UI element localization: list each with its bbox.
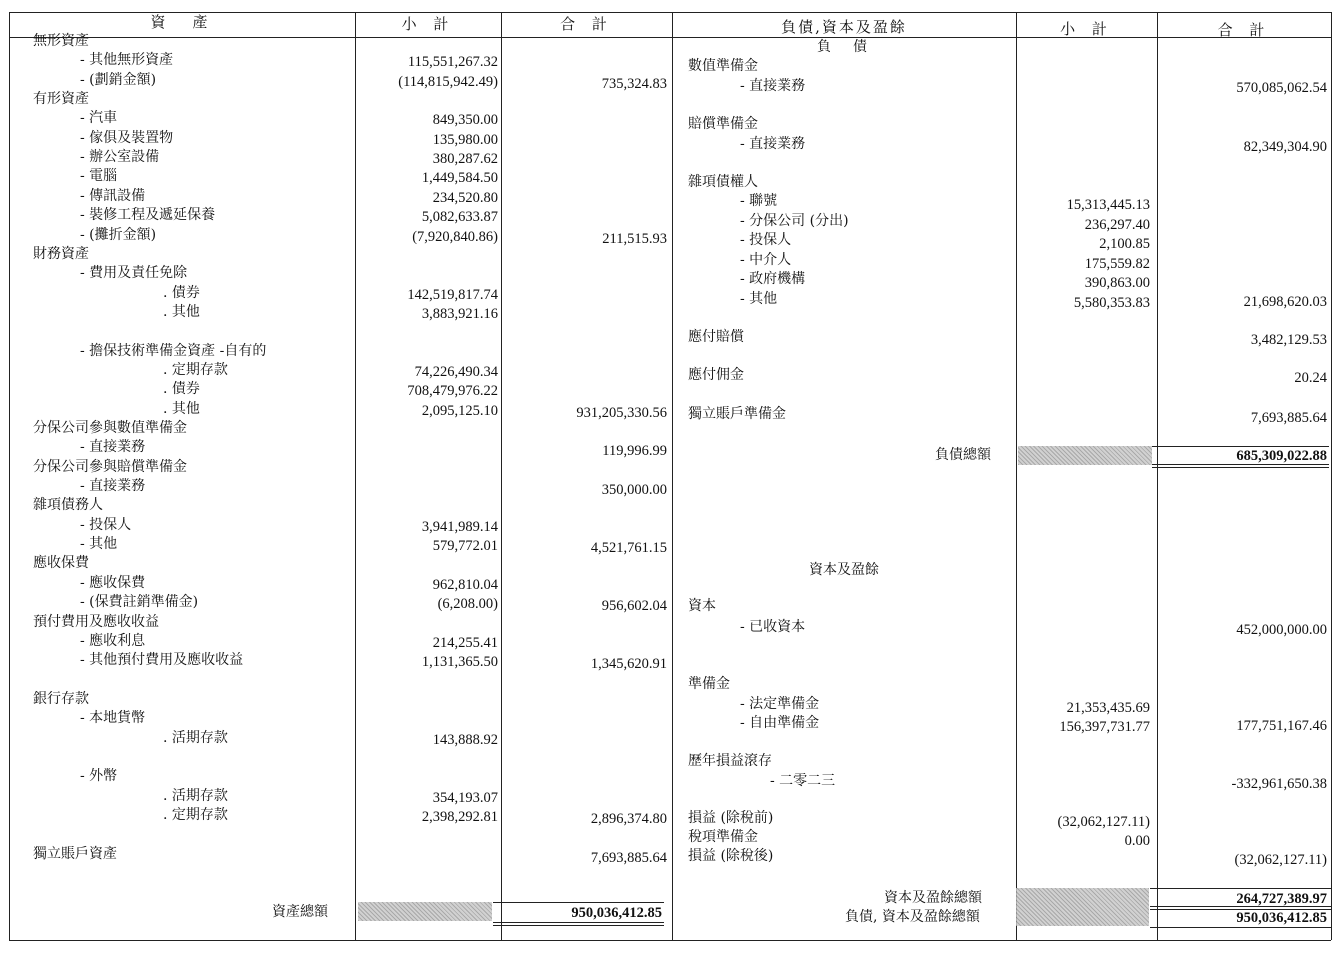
asset-row-subtotal: 2,398,292.81 — [421, 809, 498, 825]
asset-row-subtotal: (7,920,840.86) — [412, 229, 498, 245]
capital-row-total: (32,062,127.11) — [1234, 852, 1327, 868]
asset-row-label: - 汽車 — [80, 110, 118, 126]
capital-row-subtotal: 156,397,731.77 — [1059, 719, 1150, 735]
grand-total-value: 950,036,412.85 — [1236, 910, 1327, 926]
capital-row-label: 損益 (除稅前) — [688, 810, 774, 826]
asset-row-label: 銀行存款 — [33, 691, 89, 707]
asset-row-subtotal: 380,287.62 — [432, 151, 498, 167]
capital-row-label: - 自由準備金 — [740, 715, 820, 731]
asset-row-label: 獨立賬戶資產 — [33, 846, 117, 862]
asset-row-subtotal: 74,226,490.34 — [414, 364, 498, 380]
asset-row-label: - (攤折金額) — [80, 227, 157, 243]
asset-row-subtotal: 579,772.01 — [432, 538, 498, 554]
asset-row-label: . 債券 — [163, 381, 200, 397]
asset-row-label: - 應收保費 — [80, 575, 146, 591]
asset-row-label: - (保費註銷準備金) — [80, 594, 199, 610]
liability-row-label: 應付佣金 — [688, 367, 744, 383]
liab-total-label: 負債總額 — [935, 447, 991, 463]
capital-total-rule-top — [1150, 888, 1331, 889]
col-rule-asset-tot — [501, 12, 502, 940]
liability-row-subtotal: 5,580,353.83 — [1073, 295, 1150, 311]
asset-row-label: 雜項債務人 — [33, 497, 103, 513]
header-asset-subtotal: 小 計 — [401, 15, 455, 33]
asset-row-label: - 直接業務 — [80, 439, 146, 455]
liability-row-label: 賠償準備金 — [688, 116, 758, 132]
asset-row-label: - 其他無形資產 — [80, 52, 174, 68]
header-asset-total: 合 計 — [560, 15, 613, 33]
liabilities-section-title: 負 債 — [817, 39, 871, 55]
asset-row-label: 應收保費 — [33, 555, 89, 571]
asset-row-label: 有形資產 — [33, 91, 89, 107]
asset-row-label: . 其他 — [163, 401, 200, 417]
liability-row-label: 應付賠償 — [688, 329, 744, 345]
liability-row-total: 570,085,062.54 — [1236, 80, 1327, 96]
asset-row-subtotal: 1,131,365.50 — [421, 654, 498, 670]
asset-row-label: 分保公司參與賠償準備金 — [33, 459, 187, 475]
liability-row-subtotal: 236,297.40 — [1084, 217, 1150, 233]
liability-row-label: - 中介人 — [740, 252, 792, 268]
liability-row-subtotal: 175,559.82 — [1084, 256, 1150, 272]
asset-total-rule-mid — [493, 922, 664, 923]
asset-total-rule-top — [493, 902, 664, 903]
col-rule-right — [1331, 12, 1332, 940]
asset-row-total: 956,602.04 — [601, 598, 667, 614]
asset-row-label: - 應收利息 — [80, 633, 146, 649]
capital-row-label: 損益 (除稅後) — [688, 848, 774, 864]
capital-row-total: -332,961,650.38 — [1231, 776, 1327, 792]
asset-row-subtotal: 1,449,584.50 — [421, 170, 498, 186]
asset-total-rule-bottom — [493, 925, 664, 926]
asset-row-total: 931,205,330.56 — [576, 405, 667, 421]
capital-row-label: 資本 — [688, 598, 716, 614]
asset-row-label: . 活期存款 — [163, 788, 228, 804]
asset-row-label: 財務資產 — [33, 246, 89, 262]
asset-row-subtotal: (114,815,942.49) — [398, 74, 498, 90]
asset-row-total: 211,515.93 — [602, 231, 667, 247]
liab-total-shade — [1018, 446, 1152, 465]
asset-row-subtotal: 962,810.04 — [432, 577, 498, 593]
liability-row-total: 20.24 — [1294, 370, 1327, 386]
liability-row-label: - 分保公司 (分出) — [740, 213, 849, 229]
asset-row-subtotal: 135,980.00 — [432, 132, 498, 148]
asset-row-label: - (劃銷金額) — [80, 72, 157, 88]
header-assets: 資 產 — [150, 13, 214, 31]
capital-row-label: 準備金 — [688, 676, 730, 692]
asset-row-subtotal: 3,941,989.14 — [421, 519, 498, 535]
asset-row-subtotal: 214,255.41 — [432, 635, 498, 651]
col-rule-liab-sub — [1016, 12, 1017, 940]
liability-row-total: 3,482,129.53 — [1250, 332, 1327, 348]
liability-row-label: - 投保人 — [740, 232, 792, 248]
col-rule-middle — [672, 12, 673, 940]
liab-total-value: 685,309,022.88 — [1236, 448, 1327, 464]
asset-row-label: - 裝修工程及遞延保養 — [80, 207, 216, 223]
liability-row-label: - 直接業務 — [740, 78, 806, 94]
asset-row-label: - 擔保技術準備金資產 -自有的 — [80, 343, 267, 359]
liability-row-label: 獨立賬戶準備金 — [688, 406, 786, 422]
asset-row-label: 預付費用及應收收益 — [33, 614, 159, 630]
capital-row-label: - 法定準備金 — [740, 696, 820, 712]
liability-row-label: - 政府機構 — [740, 271, 806, 287]
liability-row-label: - 其他 — [740, 291, 778, 307]
asset-row-label: 無形資產 — [33, 33, 89, 49]
asset-row-subtotal: 5,082,633.87 — [421, 209, 498, 225]
asset-row-total: 4,521,761.15 — [590, 540, 667, 556]
liab-total-rule-bottom — [1152, 467, 1329, 468]
asset-row-label: - 直接業務 — [80, 478, 146, 494]
liability-row-label: - 直接業務 — [740, 136, 806, 152]
asset-row-label: - 外幣 — [80, 768, 118, 784]
header-liab-subtotal: 小 計 — [1060, 20, 1113, 38]
asset-total-value: 950,036,412.85 — [571, 905, 662, 921]
capital-row-label: - 已收資本 — [740, 619, 806, 635]
asset-row-label: . 定期存款 — [163, 807, 228, 823]
capital-row-total: 452,000,000.00 — [1236, 622, 1327, 638]
asset-row-label: - 其他 — [80, 536, 118, 552]
asset-row-total: 1,345,620.91 — [590, 656, 667, 672]
asset-row-subtotal: 234,520.80 — [432, 190, 498, 206]
asset-row-subtotal: 2,095,125.10 — [421, 403, 498, 419]
asset-row-subtotal: 142,519,817.74 — [407, 287, 498, 303]
capital-row-subtotal: (32,062,127.11) — [1057, 814, 1150, 830]
capital-total-shade — [1016, 888, 1149, 926]
asset-row-label: . 活期存款 — [163, 730, 228, 746]
asset-total-shade — [358, 902, 492, 921]
header-liabilities: 負債,資本及盈餘 — [781, 18, 907, 36]
liability-row-label: 雜項債權人 — [688, 174, 758, 190]
grand-total-rule-bottom — [1150, 927, 1331, 928]
asset-row-label: 分保公司參與數值準備金 — [33, 420, 187, 436]
liability-row-total: 7,693,885.64 — [1250, 410, 1327, 426]
asset-row-label: - 其他預付費用及應收收益 — [80, 652, 244, 668]
capital-row-total: 177,751,167.46 — [1236, 718, 1327, 734]
col-rule-left — [9, 12, 10, 940]
liability-row-subtotal: 2,100.85 — [1099, 236, 1150, 252]
capital-total-label: 資本及盈餘總額 — [884, 890, 982, 906]
capital-row-subtotal: 21,353,435.69 — [1066, 700, 1150, 716]
liability-row-label: - 聯號 — [740, 193, 778, 209]
liability-row-label: 數值準備金 — [688, 58, 758, 74]
capital-row-label: - 二零二三 — [770, 773, 836, 789]
asset-row-label: - 傢俱及裝置物 — [80, 130, 174, 146]
liability-row-total: 21,698,620.03 — [1243, 294, 1327, 310]
asset-row-label: - 投保人 — [80, 517, 132, 533]
asset-row-subtotal: 354,193.07 — [432, 790, 498, 806]
asset-row-subtotal: 708,479,976.22 — [407, 383, 498, 399]
capital-row-label: 歷年損益滾存 — [688, 753, 772, 769]
asset-row-label: . 其他 — [163, 304, 200, 320]
liab-total-rule-top — [1152, 446, 1329, 447]
asset-row-label: - 費用及責任免除 — [80, 265, 188, 281]
capital-row-subtotal: 0.00 — [1124, 833, 1150, 849]
capital-row-label: 稅項準備金 — [688, 829, 758, 845]
liability-row-total: 82,349,304.90 — [1243, 139, 1327, 155]
asset-row-label: - 電腦 — [80, 168, 118, 184]
capital-section-title: 資本及盈餘 — [809, 562, 879, 578]
asset-row-total: 2,896,374.80 — [590, 811, 667, 827]
asset-row-label: - 傳訊設備 — [80, 188, 146, 204]
grand-total-label: 負債, 資本及盈餘總額 — [845, 909, 980, 925]
asset-total-label: 資產總額 — [272, 904, 328, 920]
asset-row-label: . 定期存款 — [163, 362, 228, 378]
asset-row-subtotal: 143,888.92 — [432, 732, 498, 748]
capital-total-value: 264,727,389.97 — [1236, 891, 1327, 907]
header-liab-total: 合 計 — [1217, 21, 1271, 39]
asset-row-subtotal: (6,208.00) — [437, 596, 498, 612]
asset-row-total: 735,324.83 — [601, 76, 667, 92]
asset-row-total: 7,693,885.64 — [590, 850, 667, 866]
asset-row-total: 119,996.99 — [602, 443, 667, 459]
asset-row-total: 350,000.00 — [601, 482, 667, 498]
asset-row-subtotal: 849,350.00 — [432, 112, 498, 128]
asset-row-label: . 債券 — [163, 285, 200, 301]
asset-row-label: - 辦公室設備 — [80, 149, 160, 165]
asset-row-subtotal: 115,551,267.32 — [407, 54, 498, 70]
liability-row-subtotal: 390,863.00 — [1084, 275, 1150, 291]
asset-row-subtotal: 3,883,921.16 — [421, 306, 498, 322]
asset-row-label: - 本地貨幣 — [80, 710, 146, 726]
liability-row-subtotal: 15,313,445.13 — [1066, 197, 1150, 213]
sheet-bottom-rule — [9, 940, 1331, 941]
